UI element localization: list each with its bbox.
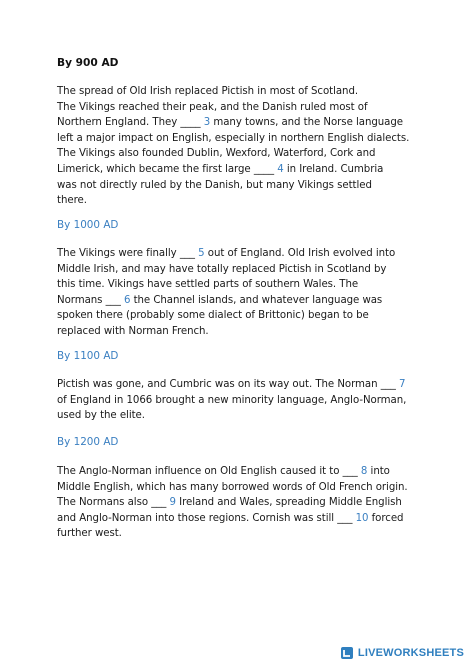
- liveworksheets-logo-icon: [340, 646, 354, 660]
- text-segment: many towns, and the Norse language: [210, 117, 403, 129]
- text-line: [57, 84, 447, 100]
- section-heading-900: By 900 AD: [57, 57, 119, 69]
- text-line: [57, 480, 447, 496]
- text-line: [57, 131, 447, 147]
- text-segment: The Normans also ___: [57, 497, 170, 509]
- text-segment: Pictish was gone, and Cumbric was on its way out. The Norman ___: [57, 379, 400, 390]
- section-body-1000: [57, 246, 447, 340]
- text-segment: The spread of Old Irish replaced Pictish in most of Scotland.: [57, 86, 359, 97]
- section-body-1100: [57, 377, 447, 424]
- section-body-900: [57, 84, 447, 209]
- text-segment: The Vikings also founded Dublin, Wexford, Waterford, Cork and: [57, 148, 376, 160]
- text-line: [57, 526, 447, 542]
- text-line: [57, 324, 447, 340]
- text-line: [57, 464, 447, 480]
- text-segment: of England in 1066 brought a new minority language, Anglo-Norman,: [57, 394, 407, 406]
- text-segment: The Vikings were finally ___: [57, 248, 199, 259]
- text-line: [57, 100, 447, 116]
- text-line: [57, 308, 447, 324]
- text-segment: used by the elite.: [57, 410, 145, 422]
- text-line: [57, 246, 447, 262]
- text-segment: Limerick, which became the first large ____: [57, 163, 278, 175]
- blank-number[interactable]: 3: [203, 117, 211, 129]
- text-segment: the Channel islands, and whatever language was: [130, 294, 383, 306]
- text-line: [57, 377, 447, 393]
- text-line: [57, 277, 447, 293]
- text-segment: and Anglo-Norman into those regions. Cornish was still ___: [57, 512, 356, 524]
- text-line: [57, 495, 447, 511]
- text-segment: further west.: [57, 528, 122, 540]
- text-line: [57, 393, 447, 409]
- text-line: [57, 408, 447, 424]
- section-heading-1100: By 1100 AD: [57, 350, 119, 362]
- text-segment: Middle Irish, and may have totally replaced Pictish in Scotland by: [57, 263, 387, 275]
- text-segment: there.: [57, 195, 87, 207]
- section-heading-1000: By 1000 AD: [57, 219, 119, 231]
- blank-number[interactable]: 9: [169, 497, 176, 509]
- footer-brand[interactable]: [340, 643, 464, 663]
- text-line: [57, 193, 447, 209]
- text-line: [57, 162, 447, 178]
- text-segment: left a major impact on English, especially in northern English dialects.: [57, 132, 410, 144]
- text-segment: into: [367, 466, 390, 477]
- text-line: [57, 115, 447, 131]
- text-segment: replaced with Norman French.: [57, 325, 209, 337]
- text-line: [57, 146, 447, 162]
- text-segment: in Ireland. Cumbria: [283, 163, 384, 175]
- text-segment: out of England. Old Irish evolved into: [204, 248, 396, 259]
- blank-number[interactable]: 4: [277, 163, 284, 175]
- text-segment: was not directly ruled by the Danish, but many Vikings settled: [57, 179, 372, 191]
- text-line: [57, 178, 447, 194]
- text-segment: Normans ___: [57, 294, 124, 306]
- text-segment: The Anglo-Norman influence on Old English caused it to ___: [57, 466, 361, 477]
- text-segment: forced: [368, 512, 404, 524]
- text-line: [57, 293, 447, 309]
- text-line: [57, 262, 447, 278]
- section-body-1200: [57, 464, 447, 542]
- text-line: [57, 511, 447, 527]
- blank-number[interactable]: 8: [360, 466, 368, 477]
- text-segment: Ireland and Wales, spreading Middle English: [175, 497, 402, 509]
- blank-number[interactable]: 5: [198, 248, 205, 259]
- text-segment: Northern England. They ____: [57, 117, 204, 129]
- blank-number[interactable]: 7: [399, 379, 406, 390]
- text-segment: this time. Vikings have settled parts of southern Wales. The: [57, 279, 359, 291]
- footer-brand-text: LIVEWORKSHEETS: [357, 647, 464, 659]
- text-segment: Middle English, which has many borrowed words of Old French origin.: [57, 481, 408, 493]
- text-segment: spoken there (probably some dialect of Brittonic) began to be: [57, 310, 369, 322]
- section-heading-1200: By 1200 AD: [57, 436, 119, 448]
- text-segment: The Vikings reached their peak, and the Danish ruled most of: [57, 101, 368, 113]
- blank-number[interactable]: 6: [123, 294, 131, 306]
- blank-number[interactable]: 10: [355, 512, 369, 524]
